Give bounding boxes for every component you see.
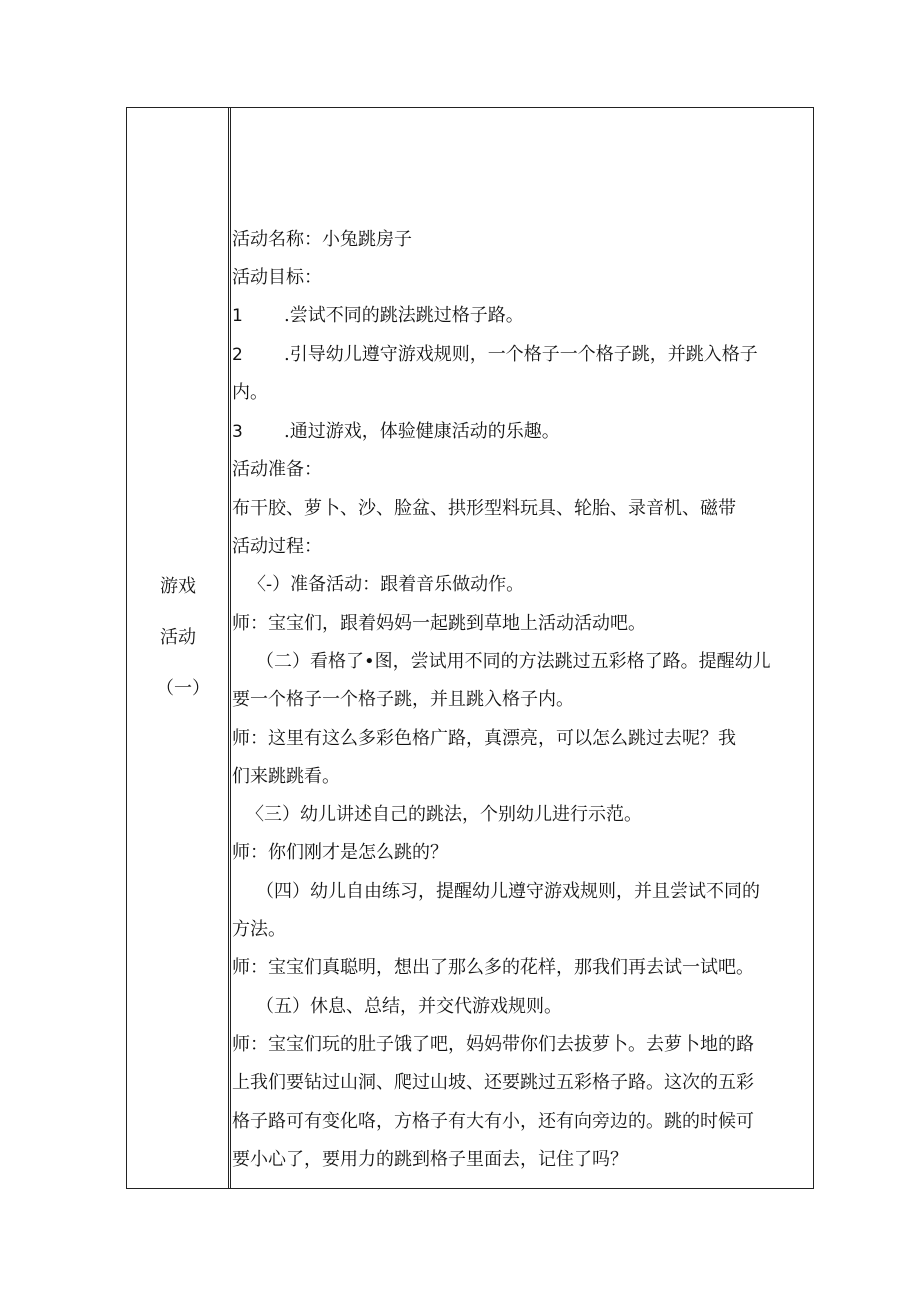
content-line xyxy=(232,535,322,559)
line-text: 要一个格子一个格子跳，并且跳入格子内。 xyxy=(232,689,574,710)
content-line xyxy=(232,458,322,482)
line-text: 要小心了，要用力的跳到格子里面去，记住了吗？ xyxy=(232,1149,628,1170)
line-text: 〈三）幼儿讲述自己的跳法，个别幼儿进行示范。 xyxy=(246,804,642,825)
content-line xyxy=(232,497,736,521)
content-line xyxy=(232,612,646,636)
column-divider xyxy=(228,108,229,1188)
label-line-2: 活动 xyxy=(160,627,196,648)
content-line xyxy=(232,1110,754,1134)
line-text: 活动目标： xyxy=(232,267,322,288)
line-text: （二）看格了•图，尝试用不同的方法跳过五彩格了路。提醒幼儿 xyxy=(256,651,771,672)
lesson-table xyxy=(126,107,814,1189)
content-line xyxy=(246,803,642,827)
line-text: .通过游戏，体验健康活动的乐趣。 xyxy=(284,421,560,442)
line-text: 们来跳跳看。 xyxy=(232,766,340,787)
content-line xyxy=(232,266,322,290)
content-line xyxy=(232,381,268,405)
content-line xyxy=(232,841,448,865)
line-text: 方法。 xyxy=(232,919,286,940)
content-line xyxy=(256,880,760,904)
content-line xyxy=(232,1033,754,1057)
line-text: 师：你们刚才是怎么跳的？ xyxy=(232,842,448,863)
line-text: 上我们要钻过山洞、爬过山坡、还要跳过五彩格子路。这次的五彩 xyxy=(232,1072,754,1093)
line-text: 师：宝宝们玩的肚子饿了吧，妈妈带你们去拔萝卜。去萝卜地的路 xyxy=(232,1034,754,1055)
line-text: 活动名称：小兔跳房子 xyxy=(232,229,412,250)
content-line xyxy=(232,1071,754,1095)
content-line xyxy=(232,727,736,751)
line-text: （四）幼儿自由练习，提醒幼儿遵守游戏规则，并且尝试不同的 xyxy=(256,881,760,902)
line-text: （五）休息、总结，并交代游戏规则。 xyxy=(256,996,562,1017)
list-number: 1 xyxy=(232,306,243,326)
line-text: 师：这里有这么多彩色格广路，真漂亮，可以怎么跳过去呢？我 xyxy=(232,728,736,749)
content-line xyxy=(232,228,412,252)
list-number: 2 xyxy=(232,345,243,365)
line-text: 活动准备： xyxy=(232,459,322,480)
line-text: 活动过程： xyxy=(232,536,322,557)
label-line-3: （一） xyxy=(156,678,210,699)
line-text: 师：宝宝们，跟着妈妈一起跳到草地上活动活动吧。 xyxy=(232,613,646,634)
content-line xyxy=(232,420,560,444)
line-text: 布干胶、萝卜、沙、脸盆、拱形型料玩具、轮胎、录音机、磁带 xyxy=(232,498,736,519)
line-text: 格子路可有变化咯，方格子有大有小，还有向旁边的。跳的时候可 xyxy=(232,1111,754,1132)
content-line xyxy=(232,343,758,367)
line-text: 师：宝宝们真聪明，想出了那么多的花样，那我们再去试一试吧。 xyxy=(232,957,754,978)
content-line xyxy=(232,304,524,328)
content-line xyxy=(256,650,771,674)
list-number: 3 xyxy=(232,422,243,442)
line-text: 〈-）准备活动：跟着音乐做动作。 xyxy=(248,574,525,595)
content-line xyxy=(232,918,286,942)
activity-label-cell xyxy=(127,108,228,1188)
line-text: .引导幼儿遵守游戏规则，一个格子一个格子跳，并跳入格子 xyxy=(284,344,758,365)
column-divider-inner xyxy=(230,108,231,1188)
content-line xyxy=(232,688,574,712)
content-line xyxy=(248,573,524,597)
content-line xyxy=(256,995,562,1019)
line-text: .尝试不同的跳法跳过格子路。 xyxy=(284,305,524,326)
label-line-1: 游戏 xyxy=(160,576,196,597)
line-text: 内。 xyxy=(232,382,268,403)
content-line xyxy=(232,1148,628,1172)
content-line xyxy=(232,765,340,789)
content-line xyxy=(232,956,754,980)
